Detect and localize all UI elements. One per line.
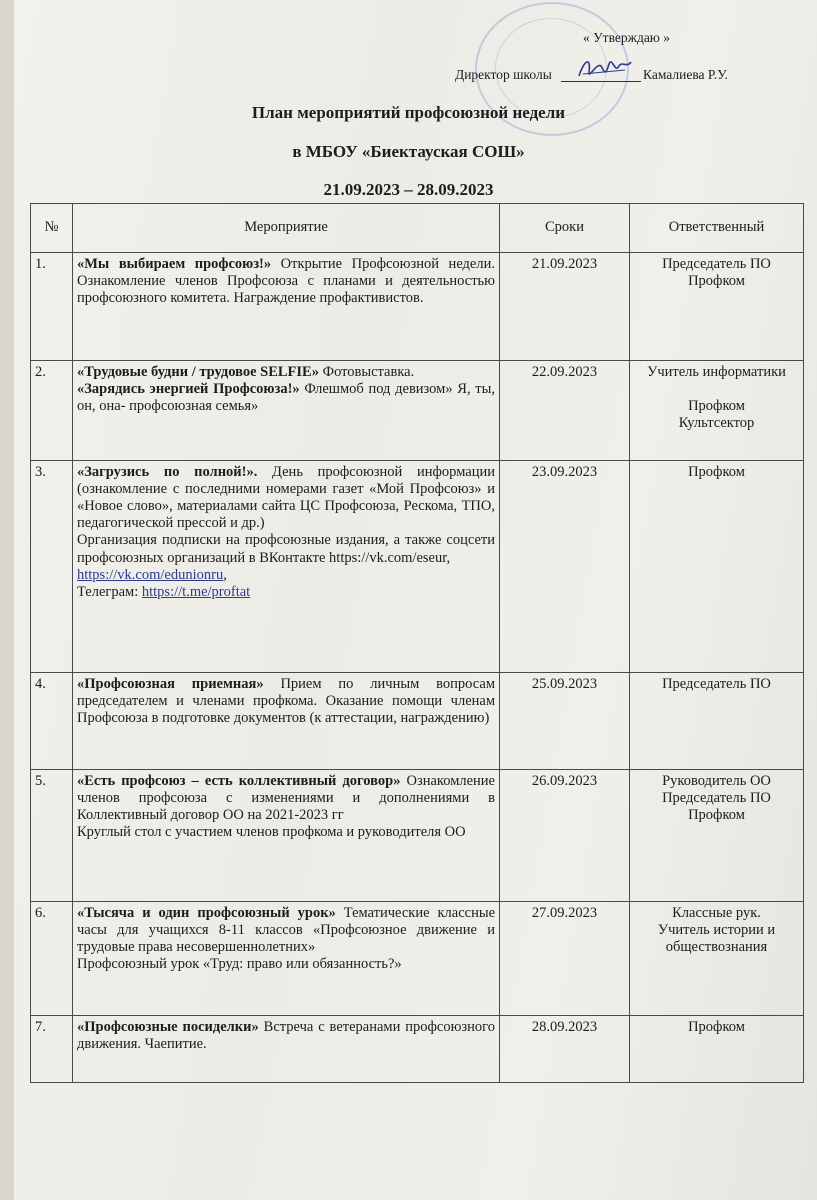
row-date: 22.09.2023 <box>500 361 630 461</box>
row-event <box>73 253 500 361</box>
row-responsible <box>630 461 804 673</box>
plan-dates: 21.09.2023 – 28.09.2023 <box>323 180 494 199</box>
responsible-line: Профком <box>688 1019 745 1035</box>
row-num: 7. <box>31 1016 73 1083</box>
responsible-line: Профком <box>688 464 745 480</box>
row-event: «Загрузись по полной!». День профсоюзной информации (ознакомление с последними номерами газет «Мой Профсоюз» и «Новое слово», материалами сайта ЦС Профсоюза, Рескома, ТПО, педагогической прессой и др.) Организация подписки на профсоюзные издания, а также соцсети профсоюзных организаций в ВКонтакте https://vk.com/eseur, https://vk.com/edunionru, Телеграм: https://t.me/proftat <box>73 461 500 673</box>
event-title: «Мы выбираем профсоюз!» <box>77 256 272 272</box>
responsible-line: Председатель ПО <box>662 676 771 692</box>
event-text: Встреча с ветеранами профсоюзного движения. Чаепитие. <box>77 1019 495 1053</box>
header-date: Сроки <box>500 204 630 253</box>
event-title: «Загрузись по полной!». <box>77 464 258 480</box>
responsible-line: Руководитель ОО <box>662 773 771 789</box>
responsible-line: Классные рук. <box>672 905 761 921</box>
responsible-line: Председатель ПО <box>662 256 771 272</box>
row-date: 23.09.2023 <box>500 461 630 673</box>
row-responsible <box>630 673 804 770</box>
row-num: 4. <box>31 673 73 770</box>
event-title: «Зарядись энергией Профсоюза!» <box>77 381 300 398</box>
table-row <box>31 673 804 770</box>
responsible-line: Профком <box>688 807 745 824</box>
responsible-line: Учитель истории и обществознания <box>657 922 776 956</box>
table-row <box>31 253 804 361</box>
row-responsible <box>630 902 804 1016</box>
row-responsible <box>630 361 804 461</box>
event-text: Тематические классные часы для учащихся 8-11 классов «Профсоюзное движение и трудовые права несовершеннолетних» <box>77 905 496 956</box>
responsible-line: Профком <box>688 398 745 415</box>
approve-label: « Утверждаю » <box>583 30 671 45</box>
row-responsible <box>630 253 804 361</box>
director-name: Камалиева Р.У. <box>643 67 728 82</box>
row-date: 25.09.2023 <box>500 673 630 770</box>
table-row <box>31 1016 804 1083</box>
event-title: «Профсоюзная приемная» <box>77 676 264 692</box>
header-event: Мероприятие <box>73 204 500 253</box>
row-date: 28.09.2023 <box>500 1016 630 1083</box>
vk-link[interactable]: https://vk.com/edunionru <box>77 566 224 583</box>
event-title: «Трудовые будни / трудовое SELFIE» <box>77 364 319 380</box>
telegram-link[interactable]: https://t.me/proftat <box>141 583 251 600</box>
responsible-line: Профком <box>688 273 745 290</box>
responsible-line: Культсектор <box>678 415 755 432</box>
row-responsible <box>630 770 804 902</box>
events-table <box>30 203 804 1083</box>
table-row <box>31 361 804 461</box>
event-text: Открытие Профсоюзной недели. Ознакомление членов Профсоюза с планами и деятельностью профсоюзного комитета. Награждение профактивистов. <box>77 256 495 307</box>
event-text: Телеграм: <box>77 583 142 600</box>
event-text: Флешмоб под девизом» Я, ты, он, она- профсоюзная семья» <box>77 381 495 415</box>
table-row <box>31 902 804 1016</box>
event-title: «Тысяча и один профсоюзный урок» <box>77 905 336 921</box>
row-event <box>73 902 500 1016</box>
event-text: Прием по личным вопросам председателем и членами профкома. Оказание помощи членам Профсоюза в подготовке документов (к аттестации, награждению) <box>77 676 495 727</box>
row-event <box>73 361 500 461</box>
row-date: 21.09.2023 <box>500 253 630 361</box>
row-num: 6. <box>31 902 73 1016</box>
row-date: 26.09.2023 <box>500 770 630 902</box>
row-event <box>73 770 500 902</box>
row-responsible <box>630 1016 804 1083</box>
plan-subtitle: в МБОУ «Биектауская СОШ» <box>292 142 525 161</box>
director-signature <box>575 52 635 84</box>
event-text: Ознакомление членов профсоюза с изменениями и дополнениями в Коллективный договор ОО на 2021-2023 гг <box>77 773 495 824</box>
table-row <box>31 770 804 902</box>
header-responsible: Ответственный <box>630 204 804 253</box>
row-num: 5. <box>31 770 73 902</box>
plan-title: План мероприятий профсоюзной недели <box>251 103 566 122</box>
responsible-line: Учитель информатики <box>647 364 786 380</box>
row-num: 1. <box>31 253 73 361</box>
event-title: «Профсоюзные посиделки» <box>77 1019 259 1035</box>
table-header-row <box>31 204 804 253</box>
event-text: Фотовыставка. <box>318 364 415 380</box>
row-event <box>73 673 500 770</box>
row-num: 2. <box>31 361 73 461</box>
event-title: «Есть профсоюз – есть коллективный договор» <box>77 773 401 789</box>
table-row <box>31 461 804 673</box>
row-date: 27.09.2023 <box>500 902 630 1016</box>
row-event <box>73 1016 500 1083</box>
event-text: Профсоюзный урок «Труд: право или обязанность?» <box>77 956 402 973</box>
row-num: 3. <box>31 461 73 673</box>
responsible-line: Председатель ПО <box>662 790 771 807</box>
director-label: Директор школы <box>455 67 552 82</box>
event-text: День профсоюзной информации (ознакомление с последними номерами газет «Мой Профсоюз» и «Новое слово», материалами сайта ЦС Профсоюза, Рескома, ТПО, педагогической прессой и др.) <box>77 464 495 532</box>
event-text: Круглый стол с участием членов профкома и руководителя ОО <box>77 824 466 841</box>
event-text: Организация подписки на профсоюзные издания, а также соцсети профсоюзных организаций в ВКонтакте https://vk.com/eseur, <box>77 532 495 566</box>
header-num: № <box>31 204 73 253</box>
